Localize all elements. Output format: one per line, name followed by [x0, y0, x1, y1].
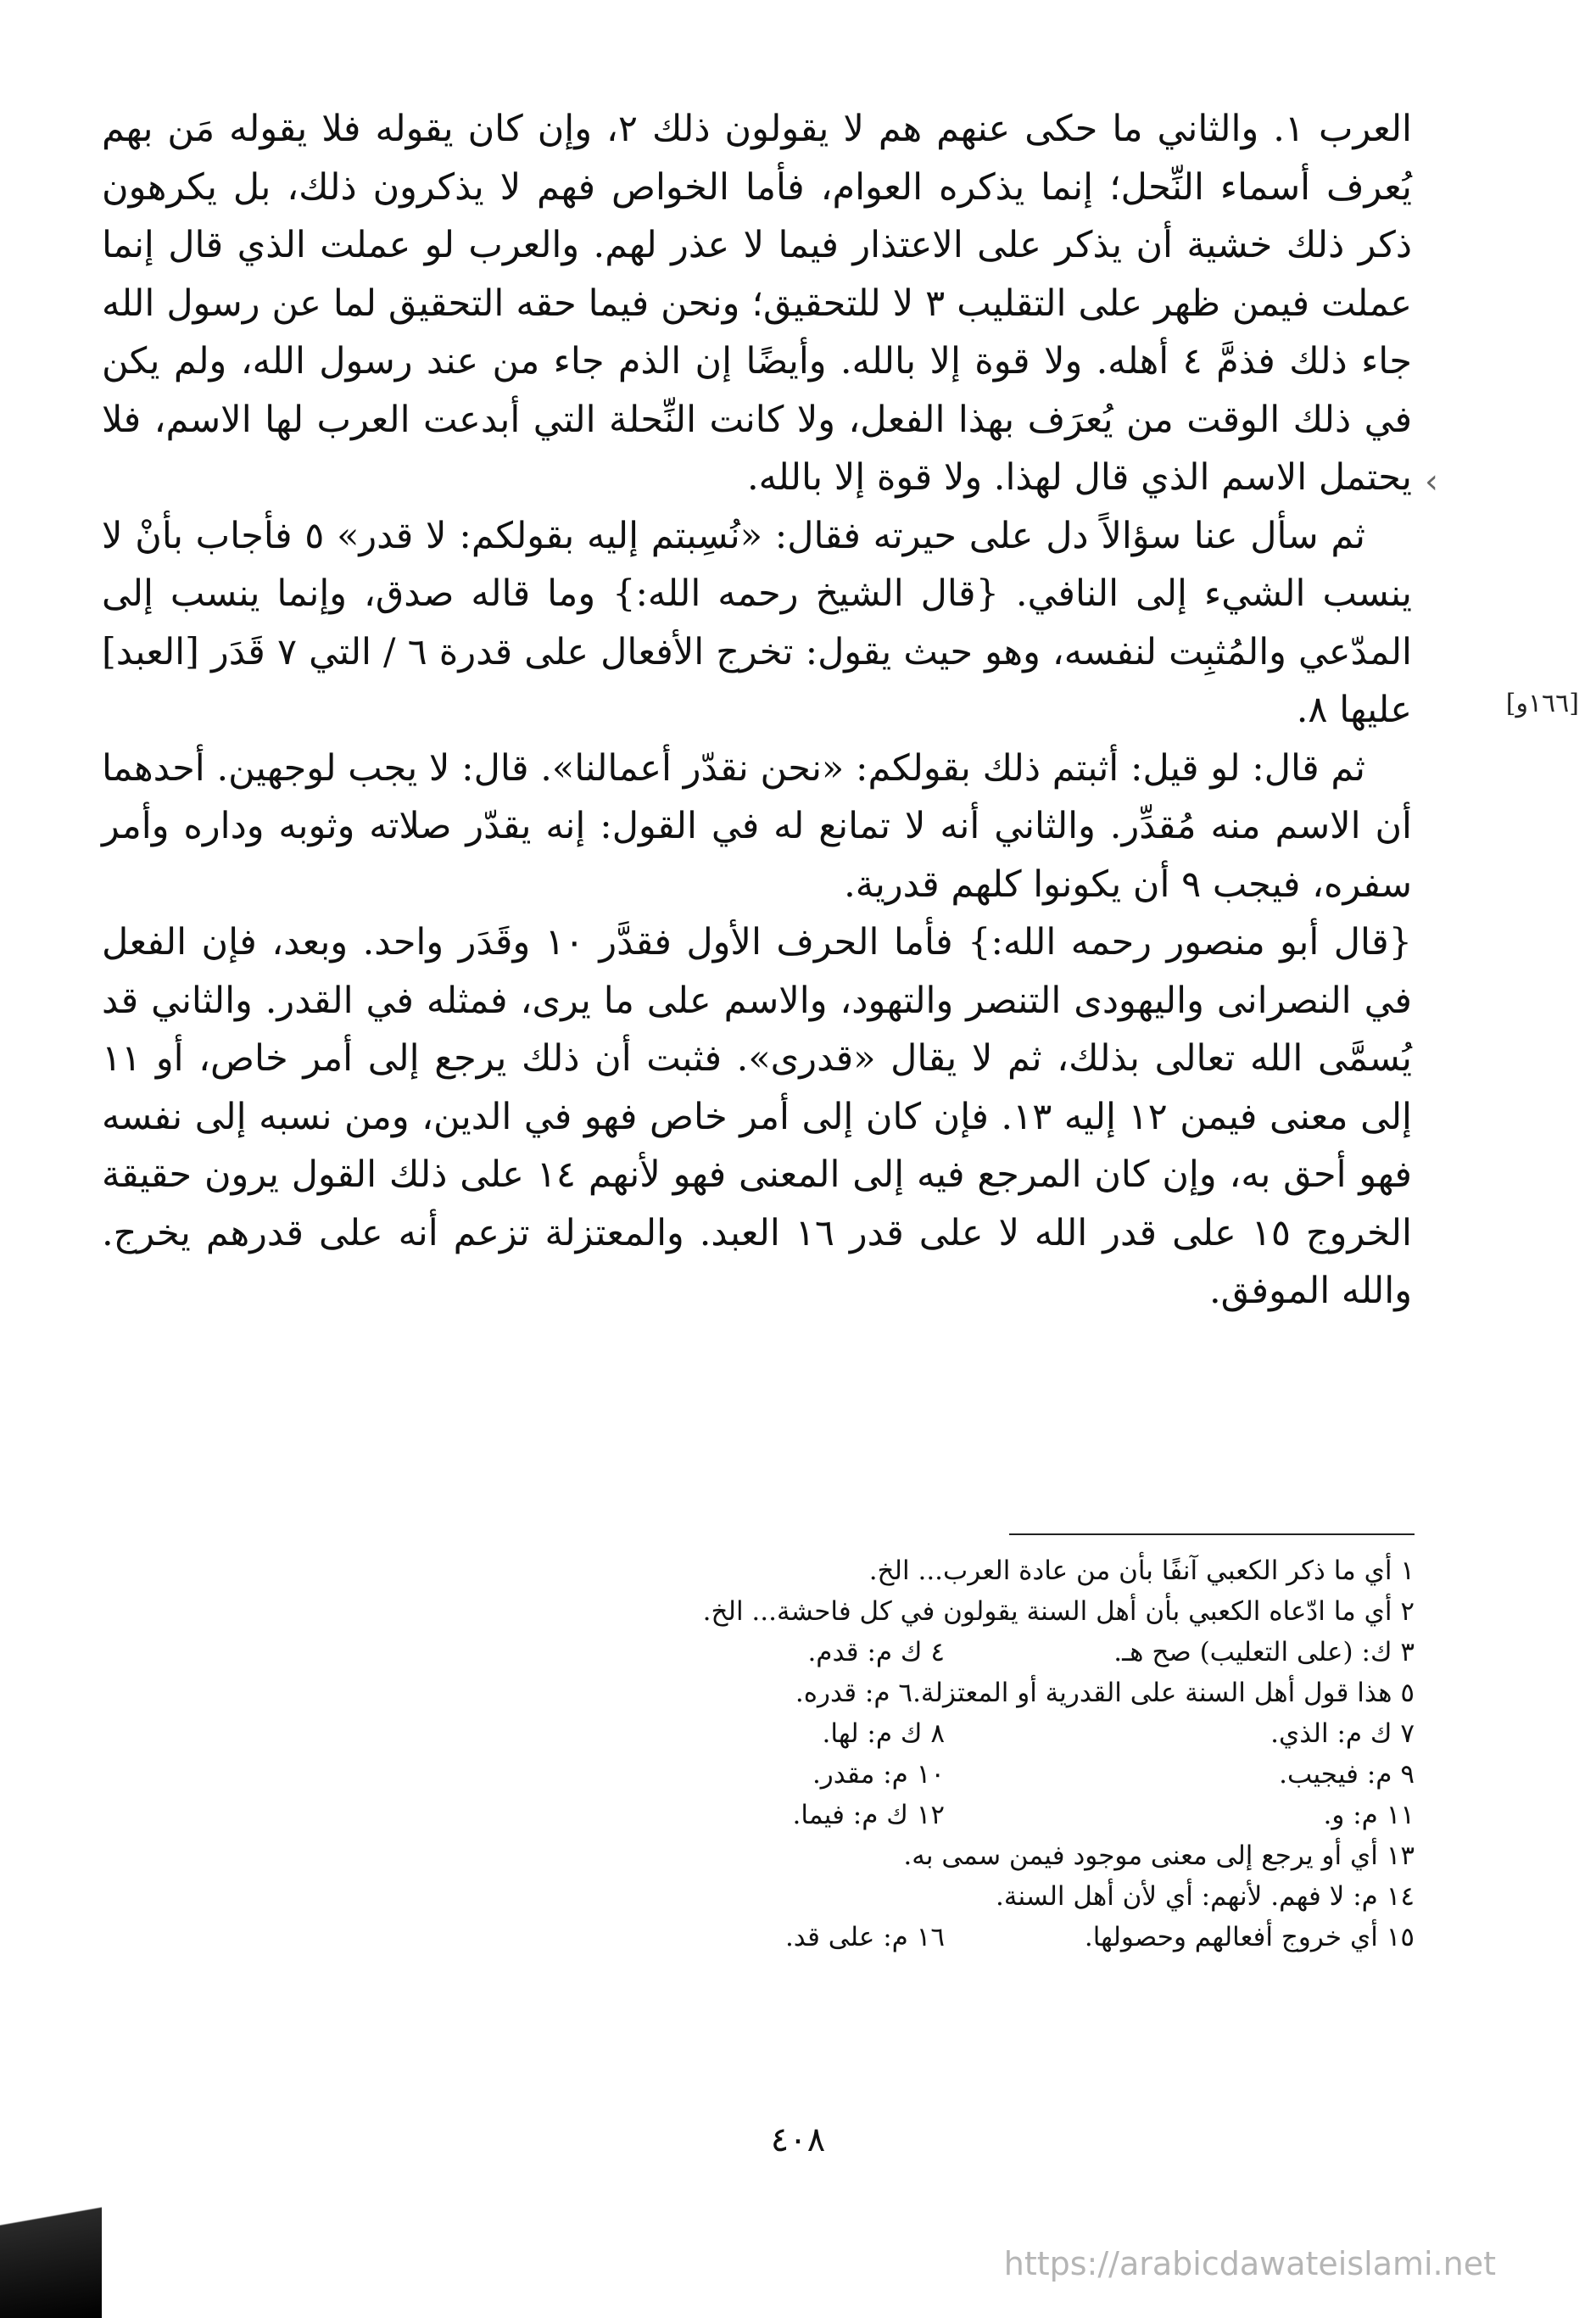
footnote-row: [475, 1876, 1415, 1917]
footnote-row: [475, 1754, 1415, 1795]
footnote-row: [475, 1673, 1415, 1713]
footnote-row: [475, 1917, 1415, 1958]
paragraph-3: ثم قال: لو قيل: أثبتم ذلك بقولكم: «نحن نقدّر أعمالنا». قال: لا يجب لوجهين. أحدهما أن الاسم منه مُقدِّر. والثاني أنه لا تمانع له في القول: إنه يقدّر صلاته وثوبه وداره وأمر سفره، فيجب ٩ أن يكونوا كلهم قدرية.: [102, 746, 1412, 906]
footnote: ١٦ م: على قد.: [784, 1922, 945, 1952]
footnote: ٦ م: قدره.: [795, 1678, 913, 1708]
margin-bracket-mark: ‹: [1425, 462, 1438, 501]
footnote-row: [475, 1835, 1415, 1876]
footnote: ٧ ك م: الذي.: [1270, 1718, 1415, 1749]
paragraph-2: ثم سأل عنا سؤالاً دل على حيرته فقال: «نُسِبتم إليه بقولكم: لا قدر» ٥ فأجاب بأنْ لا ينسب الشيء إلى النافي. {قال الشيخ رحمه الله:} وما قاله صدق، وإنما ينسب إلى المدّعي والمُثبِت لنفسه، وهو حيث يقول: تخرج الأفعال على قدرة ٦ / التي ٧ قَدَر [العبد] عليها ٨.: [102, 514, 1412, 731]
footnote: ٢ أي ما ادّعاه الكعبي بأن أهل السنة يقولون في كل فاحشة... الخ.: [702, 1596, 1415, 1627]
footnote: ٩ م: فيجيب.: [1279, 1759, 1415, 1790]
footnote: ١ أي ما ذكر الكعبي آنفًا بأن من عادة العرب... الخ.: [868, 1556, 1415, 1586]
footnote: ٥ هذا قول أهل السنة على القدرية أو المعتزلة.: [912, 1678, 1415, 1708]
footnote: ٨ ك م: لها.: [822, 1718, 945, 1749]
footnote-row: [475, 1550, 1415, 1591]
footnote: ١٢ ك م: فيما.: [792, 1800, 945, 1830]
paragraph-1: العرب ١. والثاني ما حكى عنهم هم لا يقولون ذلك ٢، وإن كان يقوله فلا يقوله مَن بهم يُعرف أسماء النِّحل؛ إنما يذكره العوام، فأما الخواص فهم لا يذكرون ذلك، بل يكرهون ذكر ذلك خشية أن يذكر على الاعتذار فيما لا عذر لهم. والعرب لو عملت الذي قال إنما عملت فيمن ظهر على التقليب ٣ لا للتحقيق؛ ونحن فيما حقه التحقيق لما عن رسول الله جاء ذلك فذمَّ ٤ أهله. ولا قوة إلا بالله. وأيضًا إن الذم جاء من عند رسول الله، ولم يكن في ذلك الوقت من يُعرَف بهذا الفعل، ولا كانت النِّحلة التي أبدعت العرب لها الاسم، فلا يحتمل الاسم الذي قال لهذا. ولا قوة إلا بالله.: [102, 108, 1412, 499]
footnote-separator: [1009, 1533, 1415, 1535]
footnotes: [475, 1550, 1415, 1958]
main-text: [102, 100, 1412, 1321]
footnote: ١١ م: و.: [1323, 1800, 1415, 1830]
footnote: ٤ ك م: قدم.: [807, 1637, 945, 1667]
footnote-row: [475, 1713, 1415, 1754]
footnote-row: [475, 1795, 1415, 1835]
footnote: ١٣ أي أو يرجع إلى معنى موجود فيمن سمى به.: [903, 1840, 1415, 1871]
footnote: ٣ ك: (على التعليب) صح هـ.: [1113, 1637, 1415, 1667]
footnote: ١٠ م: مقدر.: [812, 1759, 945, 1790]
watermark-link[interactable]: https://arabicdawateislami.net: [1003, 2245, 1496, 2282]
footnote: ١٤ م: لا فهم. لأنهم: أي لأن أهل السنة.: [995, 1881, 1415, 1912]
page-number: ٤٠٨: [770, 2120, 826, 2159]
paragraph-4: {قال أبو منصور رحمه الله:} فأما الحرف الأول فقدَّر ١٠ وقَدَر واحد. وبعد، فإن الفعل في النصرانى واليهودى التنصر والتهود، والاسم على ما يرى، فمثله في القدر. والثاني قد يُسمَّى الله تعالى بذلك، ثم لا يقال «قدرى». فثبت أن ذلك يرجع إلى أمر خاص، أو ١١ إلى معنى فيمن ١٢ إليه ١٣. فإن كان إلى أمر خاص فهو في الدين، ومن نسبه إلى نفسه فهو أحق به، وإن كان المرجع فيه إلى المعنى فهو لأنهم ١٤ على ذلك القول يرون حقيقة الخروج ١٥ على قدر الله لا على قدر ١٦ العبد. والمعتزلة تزعم أنه على قدرهم يخرج. والله الموفق.: [102, 921, 1412, 1312]
footnote-row: [475, 1632, 1415, 1673]
scan-shadow: [0, 2197, 102, 2318]
footnote: ١٥ أي خروج أفعالهم وحصولها.: [1084, 1922, 1415, 1952]
folio-reference: [١٦٦و]: [1505, 689, 1579, 718]
footnote-row: [475, 1591, 1415, 1632]
